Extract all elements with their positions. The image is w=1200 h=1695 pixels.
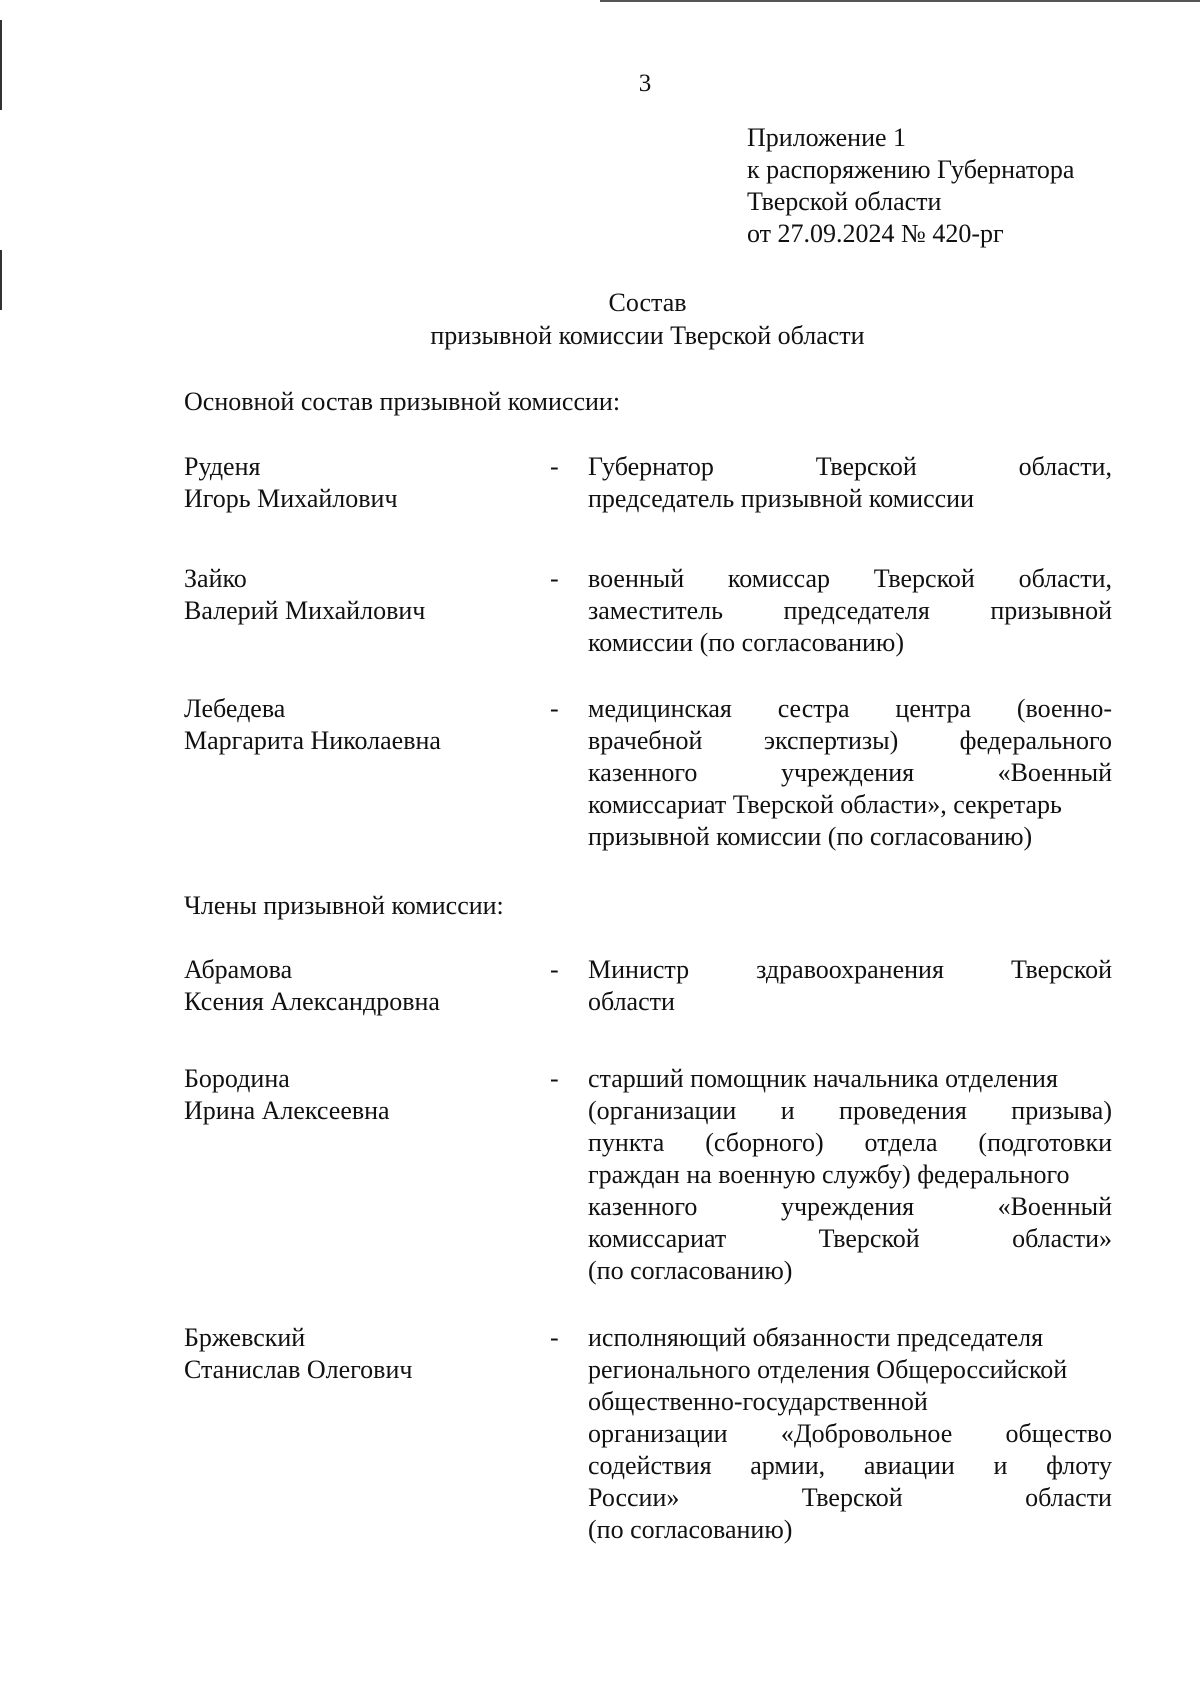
member-position (588, 954, 1112, 1018)
position-word: флоту (1046, 1451, 1112, 1480)
title-line: Состав (608, 288, 687, 317)
position-word: Тверской (873, 564, 975, 593)
member-given-name: Станислав Олегович (184, 1355, 413, 1384)
title-line: призывной комиссии Тверской области (430, 321, 865, 350)
position-line (588, 789, 1112, 821)
dash-separator: - (550, 1323, 559, 1352)
position-word: Тверской (818, 1224, 920, 1253)
position-word: сестра (777, 694, 850, 723)
position-word: центра (895, 694, 971, 723)
position-word: федерального (959, 726, 1112, 755)
member-given-name: Ксения Александровна (184, 987, 440, 1016)
position-line (588, 1191, 1112, 1223)
position-word: Министр (588, 955, 690, 984)
position-word: армии, (750, 1451, 826, 1480)
position-line (588, 986, 1112, 1018)
position-word: врачебной (588, 726, 703, 755)
position-word: (организации (588, 1096, 737, 1125)
position-line (588, 483, 1112, 515)
position-word: экспертизы) (763, 726, 899, 755)
position-word: старший помощник начальника отделения (588, 1064, 1058, 1093)
position-word: военный (588, 564, 685, 593)
position-line (588, 1159, 1112, 1191)
appendix-line: от 27.09.2024 № 420-рг (747, 219, 1004, 248)
position-word: и (780, 1096, 795, 1125)
position-word: комиссар (727, 564, 831, 593)
position-line (588, 595, 1112, 627)
position-word: учреждения (780, 758, 915, 787)
position-word: заместитель (588, 596, 724, 625)
position-word: области» (1012, 1224, 1112, 1253)
position-word: «Добровольное (780, 1419, 953, 1448)
dash-separator: - (550, 564, 559, 593)
position-line (588, 1514, 1112, 1546)
position-word: Тверской (801, 1483, 903, 1512)
position-line (588, 1127, 1112, 1159)
position-word: (по согласованию) (588, 1515, 793, 1544)
appendix-line: к распоряжению Губернатора (747, 155, 1075, 184)
position-word: комиссии (по согласованию) (588, 628, 904, 657)
position-word: (военно- (1016, 694, 1112, 723)
position-word: комиссариат Тверской области», секретарь (588, 790, 1062, 819)
position-word: пункта (588, 1128, 665, 1157)
scan-top-edge (600, 0, 1200, 2)
position-word: «Военный (997, 1192, 1112, 1221)
position-word: Губернатор (588, 452, 714, 481)
member-name (184, 451, 544, 515)
position-line (588, 693, 1112, 725)
position-word: области, (1018, 564, 1112, 593)
dash-separator: - (550, 1064, 559, 1093)
position-word: медицинская (588, 694, 732, 723)
position-word: отдела (864, 1128, 938, 1157)
position-word: Тверской (815, 452, 917, 481)
member-name (184, 1063, 544, 1127)
page-number: 3 (638, 70, 652, 97)
position-line (588, 1386, 1112, 1418)
dash-separator: - (550, 955, 559, 984)
position-word: регионального отделения Общероссийской (588, 1355, 1068, 1384)
member-name (184, 1322, 544, 1386)
position-word: и (993, 1451, 1008, 1480)
position-word: казенного (588, 758, 698, 787)
position-word: организации (588, 1419, 728, 1448)
position-line (588, 1482, 1112, 1514)
section-heading-members: Члены призывной комиссии: (184, 891, 504, 920)
position-line (588, 757, 1112, 789)
position-word: граждан на военную службу) федерального (588, 1160, 1070, 1189)
position-word: общественно-государственной (588, 1387, 928, 1416)
position-word: (по согласованию) (588, 1256, 793, 1285)
member-given-name: Маргарита Николаевна (184, 726, 441, 755)
position-word: проведения (839, 1096, 967, 1125)
position-word: комиссариат (588, 1224, 727, 1253)
position-line (588, 1322, 1112, 1354)
position-word: здравоохранения (756, 955, 944, 984)
position-word: Тверской (1010, 955, 1112, 984)
member-surname: Руденя (184, 452, 261, 481)
position-line (588, 1450, 1112, 1482)
appendix-block (747, 122, 1074, 250)
member-position (588, 1322, 1112, 1546)
member-surname: Бржевский (184, 1323, 306, 1352)
position-word: призывной (990, 596, 1112, 625)
member-position (588, 563, 1112, 659)
member-surname: Лебедева (184, 694, 286, 723)
position-line (588, 1354, 1112, 1386)
position-word: России» (588, 1483, 680, 1512)
member-position (588, 1063, 1112, 1287)
position-line (588, 1223, 1112, 1255)
position-line (588, 821, 1112, 853)
member-name (184, 954, 544, 1018)
member-name (184, 693, 544, 757)
position-word: области, (1018, 452, 1112, 481)
position-word: области (1025, 1483, 1112, 1512)
position-word: призыва) (1011, 1096, 1112, 1125)
position-word: «Военный (997, 758, 1112, 787)
member-position (588, 451, 1112, 515)
document-title (0, 286, 1200, 352)
position-line (588, 1255, 1112, 1287)
position-word: председатель призывной комиссии (588, 484, 974, 513)
member-position (588, 693, 1112, 853)
position-line (588, 451, 1112, 483)
member-name (184, 563, 544, 627)
member-given-name: Ирина Алексеевна (184, 1096, 390, 1125)
position-word: исполняющий обязанности председателя (588, 1323, 1044, 1352)
member-given-name: Валерий Михайлович (184, 596, 426, 625)
position-word: авиации (863, 1451, 955, 1480)
position-line (588, 1418, 1112, 1450)
section-heading-main: Основной состав призывной комиссии: (184, 387, 621, 416)
position-line (588, 563, 1112, 595)
position-word: председателя (783, 596, 930, 625)
position-word: учреждения (780, 1192, 915, 1221)
position-line (588, 1063, 1112, 1095)
position-line (588, 725, 1112, 757)
member-given-name: Игорь Михайлович (184, 484, 398, 513)
member-surname: Абрамова (184, 955, 293, 984)
position-word: (сборного) (705, 1128, 824, 1157)
appendix-line: Приложение 1 (747, 123, 907, 152)
dash-separator: - (550, 694, 559, 723)
position-line (588, 1095, 1112, 1127)
appendix-line: Тверской области (747, 187, 942, 216)
position-word: призывной комиссии (по согласованию) (588, 822, 1033, 851)
position-word: области (588, 987, 675, 1016)
position-word: (подготовки (978, 1128, 1112, 1157)
position-line (588, 627, 1112, 659)
dash-separator: - (550, 452, 559, 481)
position-word: общество (1005, 1419, 1112, 1448)
member-surname: Бородина (184, 1064, 290, 1093)
position-word: содействия (588, 1451, 712, 1480)
member-surname: Зайко (184, 564, 247, 593)
position-line (588, 954, 1112, 986)
position-word: казенного (588, 1192, 698, 1221)
